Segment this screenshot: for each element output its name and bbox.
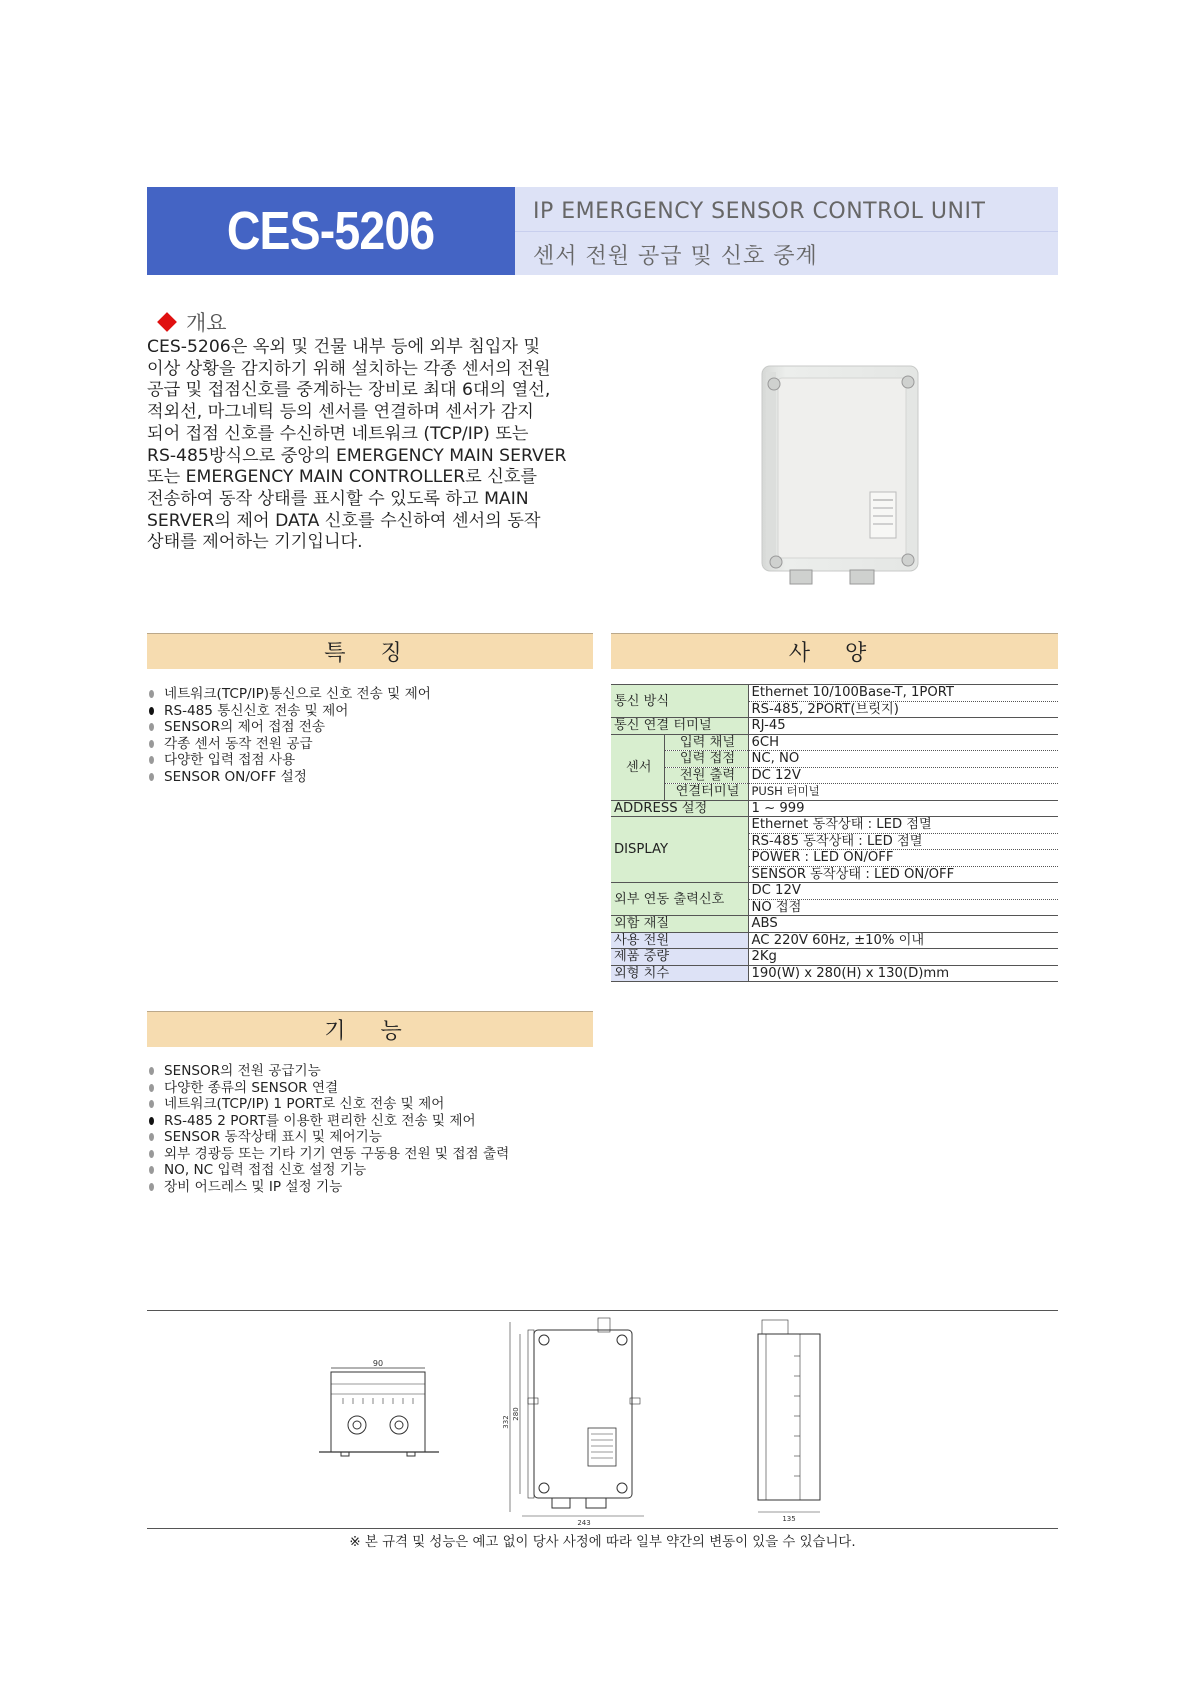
bullet-icon [149,756,154,764]
spec-label: 외부 연동 출력신호 [611,883,748,916]
list-item [147,752,431,769]
list-item [147,1162,509,1179]
list-item-text: 네트워크(TCP/IP)통신으로 신호 전송 및 제어 [164,686,431,702]
dim-width-label: 90 [372,1359,384,1368]
functions-list [147,1063,509,1195]
bullet-icon [149,1117,154,1125]
banner-divider [515,231,1058,232]
spec-sublabel: 전원 출력 [664,767,748,784]
spec-value: Ethernet 동작상태 : LED 점멸 [748,817,1058,834]
spec-value: 2Kg [748,949,1058,966]
diamond-bullet-icon [157,312,177,332]
bullet-icon [149,1150,154,1158]
dim-inner-height-label: 280 [512,1407,520,1421]
product-image [760,362,922,592]
list-item-text: 장비 어드레스 및 IP 설정 기능 [164,1178,343,1195]
bullet-icon [149,740,154,748]
spec-value: DC 12V [748,883,1058,900]
spec-label: 외함 재질 [611,916,748,933]
spec-label: 통신 연결 터미널 [611,718,748,735]
list-item-text: SENSOR의 전원 공급기능 [164,1063,321,1079]
specs-title: 사 양 [788,641,881,666]
table-row [611,965,1058,982]
specs-header [611,633,1058,669]
bottom-view-drawing [315,1358,445,1464]
bullet-icon [149,1133,154,1141]
spec-value: ABS [748,916,1058,933]
overview-line: 적외선, 마그네틱 등의 센서를 연결하며 센서가 감지 [147,402,534,423]
dim-outer-height-label: 332 [502,1415,510,1429]
overview-line: 전송하여 동작 상태를 표시할 수 있도록 하고 MAIN [147,488,529,509]
footer-divider [147,1528,1058,1529]
table-row [611,817,1058,834]
list-item-text: 다양한 입력 접점 사용 [164,752,296,768]
overview-line: SERVER의 제어 DATA 신호를 수신하여 센서의 동작 [147,510,541,531]
spec-label: 사용 전원 [611,932,748,949]
spec-value: 190(W) x 280(H) x 130(D)mm [748,965,1058,982]
subtitle-banner [515,187,1058,275]
spec-label: 제품 중량 [611,949,748,966]
list-item [147,1146,509,1163]
functions-header [147,1011,593,1047]
section-divider [147,1310,1058,1311]
bullet-icon [149,723,154,731]
spec-sublabel: 입력 채널 [664,734,748,751]
spec-value: DC 12V [748,767,1058,784]
overview-heading [160,307,227,337]
table-row [611,916,1058,933]
spec-value: 6CH [748,734,1058,751]
dim-front-width-label: 243 [577,1519,591,1526]
spec-value: NO 접점 [748,899,1058,916]
spec-table [611,684,1058,982]
spec-value: RS-485 동작상태 : LED 점멸 [748,833,1058,850]
bullet-icon [149,1183,154,1191]
overview-line: 상태를 제어하는 기기입니다. [147,532,363,553]
list-item [147,703,431,720]
bullet-icon [149,1166,154,1174]
bullet-icon [149,1084,154,1092]
list-item [147,1129,509,1146]
subtitle-en: IP EMERGENCY SENSOR CONTROL UNIT [533,199,986,224]
features-list [147,686,431,785]
table-row [611,883,1058,900]
spec-label: ADDRESS 설정 [611,800,748,817]
spec-value: Ethernet 10/100Base-T, 1PORT [748,685,1058,702]
list-item-text: 다양한 종류의 SENSOR 연결 [164,1079,339,1096]
table-row [611,734,1058,751]
list-item [147,769,431,786]
overview-line: 또는 EMERGENCY MAIN CONTROLLER로 신호를 [147,467,538,488]
dim-depth-label: 135 [782,1515,796,1523]
list-item-text: SENSOR의 제어 접점 전송 [164,719,326,735]
footer-note: ※ 본 규격 및 성능은 예고 없이 당사 사정에 따라 일부 약간의 변동이 있을 수 있습니다. [349,1535,856,1550]
spec-value: AC 220V 60Hz, ±10% 이내 [748,932,1058,949]
bullet-icon [149,1067,154,1075]
list-item-text: RS-485 통신신호 전송 및 제어 [164,702,349,719]
bullet-icon [149,690,154,698]
spec-sublabel: 입력 접점 [664,751,748,768]
list-item-text: 외부 경광등 또는 기타 기기 연동 구동용 전원 및 접점 출력 [164,1145,510,1162]
features-header [147,633,593,669]
spec-value: POWER : LED ON/OFF [748,850,1058,867]
spec-sublabel: 연결터미널 [664,784,748,801]
bullet-icon [149,707,154,715]
spec-label: 통신 방식 [611,685,748,718]
table-row [611,784,1058,801]
list-item [147,1179,509,1196]
list-item [147,1113,509,1130]
table-row [611,767,1058,784]
model-banner [147,187,515,275]
subtitle-ko: 센서 전원 공급 및 신호 중계 [533,244,818,269]
spec-value: SENSOR 동작상태 : LED ON/OFF [748,866,1058,883]
features-title: 특 징 [324,641,416,666]
list-item [147,1080,509,1097]
table-row [611,751,1058,768]
table-row [611,718,1058,735]
side-view-drawing [752,1316,832,1526]
list-item-text: SENSOR ON/OFF 설정 [164,768,307,785]
table-row [611,800,1058,817]
list-item-text: RS-485 2 PORT를 이용한 편리한 신호 전송 및 제어 [164,1112,476,1129]
list-item [147,736,431,753]
overview-line: CES-5206은 옥외 및 건물 내부 등에 외부 침입자 및 [147,337,541,357]
table-row [611,685,1058,702]
spec-label: DISPLAY [611,817,748,883]
list-item [147,1096,509,1113]
model-name: CES-5206 [227,201,435,261]
spec-label: 외형 치수 [611,965,748,982]
spec-value: RJ-45 [748,718,1058,735]
overview-line: RS-485방식으로 중앙의 EMERGENCY MAIN SERVER [147,445,567,466]
front-view-drawing [500,1316,670,1526]
table-row [611,932,1058,949]
overview-line: 이상 상황을 감지하기 위해 설치하는 각종 센서의 전원 [147,358,551,379]
spec-value: RS-485, 2PORT(브릿지) [748,701,1058,718]
spec-value: NC, NO [748,751,1058,768]
table-row [611,949,1058,966]
spec-value: PUSH 터미널 [748,784,1058,801]
overview-line: 되어 접점 신호를 수신하면 네트워크 (TCP/IP) 또는 [147,423,529,444]
overview-title: 개요 [186,311,227,335]
list-item [147,686,431,703]
functions-title: 기 능 [324,1019,416,1044]
list-item [147,719,431,736]
bullet-icon [149,1100,154,1108]
overview-line: 공급 및 접점신호를 중계하는 장비로 최대 6대의 열선, [147,380,551,401]
bullet-icon [149,773,154,781]
list-item [147,1063,509,1080]
list-item-text: SENSOR 동작상태 표시 및 제어기능 [164,1129,382,1145]
overview-text [147,337,602,554]
list-item-text: 네트워크(TCP/IP) 1 PORT로 신호 전송 및 제어 [164,1096,445,1112]
spec-label: 센서 [611,734,664,800]
list-item-text: NO, NC 입력 접접 신호 설정 기능 [164,1162,367,1178]
spec-value: 1 ~ 999 [748,800,1058,817]
list-item-text: 각종 센서 동작 전원 공급 [164,735,313,752]
